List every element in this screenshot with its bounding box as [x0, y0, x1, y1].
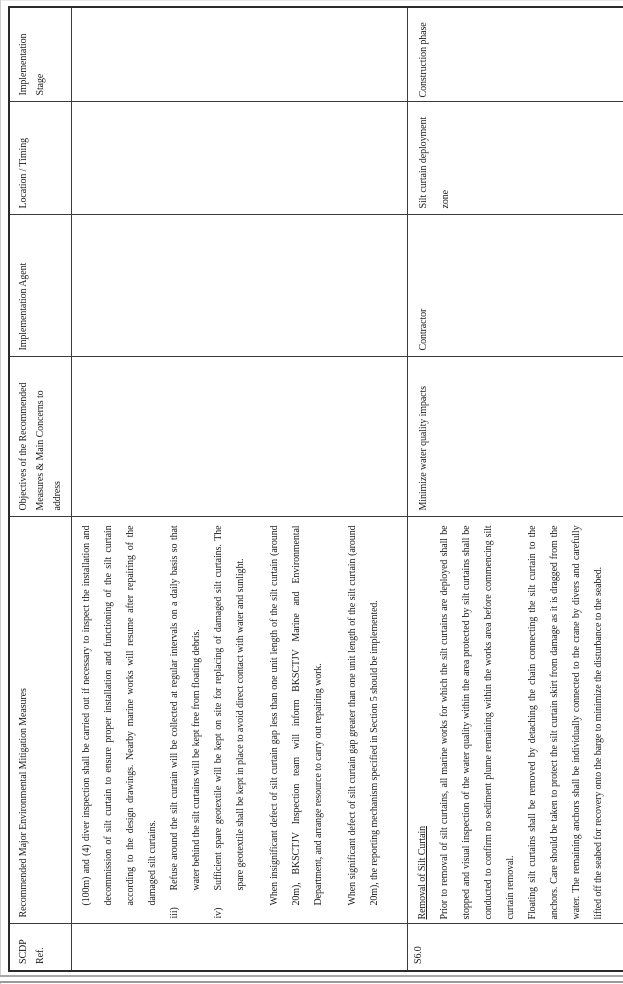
cell-scdp-ref-row1 [72, 924, 408, 971]
cell-stage-row1 [72, 7, 408, 102]
header-implementation-stage: Implementation Stage [9, 7, 72, 102]
cell-agent-row1 [72, 215, 408, 357]
list-text-iii: Refuse around the silt curtain will be collected at regular intervals on a daily basis so that water behind the silt curtains will be kept free from floating debris. [169, 525, 202, 891]
list-marker-iv: iv) [213, 907, 224, 919]
cell-scdp-ref-row2: S6.0 [408, 924, 623, 971]
cell-measures-row2 [408, 517, 623, 924]
continuation-paragraph: (100m) and (4) diver inspection shall be carried out if necessary to inspect the installation and decommission of silt curtain to ensure proper installation and functioning of the silt curtain according to the design drawings. Nearby marine works will resume after repairing of the damaged silt curtains. [81, 525, 158, 906]
rotated-table-container [8, 8, 616, 972]
header-row [9, 7, 72, 971]
list-marker-iii: iii) [169, 907, 180, 919]
note-insignificant-defect: When insignificant defect of silt curtain gap less than one unit length of the silt curtain (around 20m), BKSCTJV Inspection team will inform BKSCTJV Marine and Environmental Department, and arrange resource to carry out repairing work. [269, 525, 324, 906]
page-edge-left [0, 0, 1, 984]
implementation-schedule-table [8, 6, 623, 972]
cell-objectives-row2: Minimize water quality impacts [408, 357, 623, 517]
list-item-iv [208, 526, 252, 920]
note-significant-defect: When significant defect of silt curtain gap greater than one unit length of the silt curtain (around 20m), the reporting mechanism specified in Section 5 should be implemented. [347, 525, 380, 906]
measure-paragraph-2: Floating silt curtains shall be removed by detaching the chain connecting the silt curtain to the anchors. Care should be taken to protect the silt curtain skirt from damage as it is dragged from the water. The remaining anchors shall be individually connected to the crane by divers and carefully lifted off the seabed for recovery onto the barge to minimize the disturbance to the seabed. [527, 525, 604, 920]
header-implementation-agent: Implementation Agent [9, 215, 72, 357]
header-location-timing: Location / Timing [9, 102, 72, 215]
cell-stage-row2: Construction phase [408, 7, 623, 102]
list-text-iv: Sufficient spare geotextile will be kept on site for replacing of damaged silt curtains. The spare geotextile shall be kept in place to avoid direct contact with water and sunlight. [213, 525, 246, 891]
header-scdp-ref: SCDP Ref. [9, 924, 72, 971]
page-edge-top [0, 0, 623, 1]
cell-agent-row2: Contractor [408, 215, 623, 357]
table-row-s6 [408, 7, 623, 971]
cell-location-row2: Silt curtain deployment zone [408, 102, 623, 215]
cell-measures-row1 [72, 517, 408, 924]
table-row-continuation [72, 7, 408, 971]
header-objectives: Objectives of the Recommended Measures & Main Concerns to address [9, 357, 72, 517]
header-mitigation-measures: Recommended Major Environmental Mitigation Measures [9, 517, 72, 924]
list-item-iii [164, 526, 208, 920]
measure-heading: Removal of Silt Curtain [417, 825, 428, 920]
page-bottom-rule [0, 975, 623, 983]
measure-paragraph-1: Prior to removal of silt curtains, all marine works for which the silt curtains are deployed shall be stopped and visual inspection of the water quality within the area protected by silt curtains shall be conducted to confirm no sediment plume remaining within the works area before commencing silt curtain removal. [439, 525, 516, 920]
cell-objectives-row1 [72, 357, 408, 517]
cell-location-row1 [72, 102, 408, 215]
